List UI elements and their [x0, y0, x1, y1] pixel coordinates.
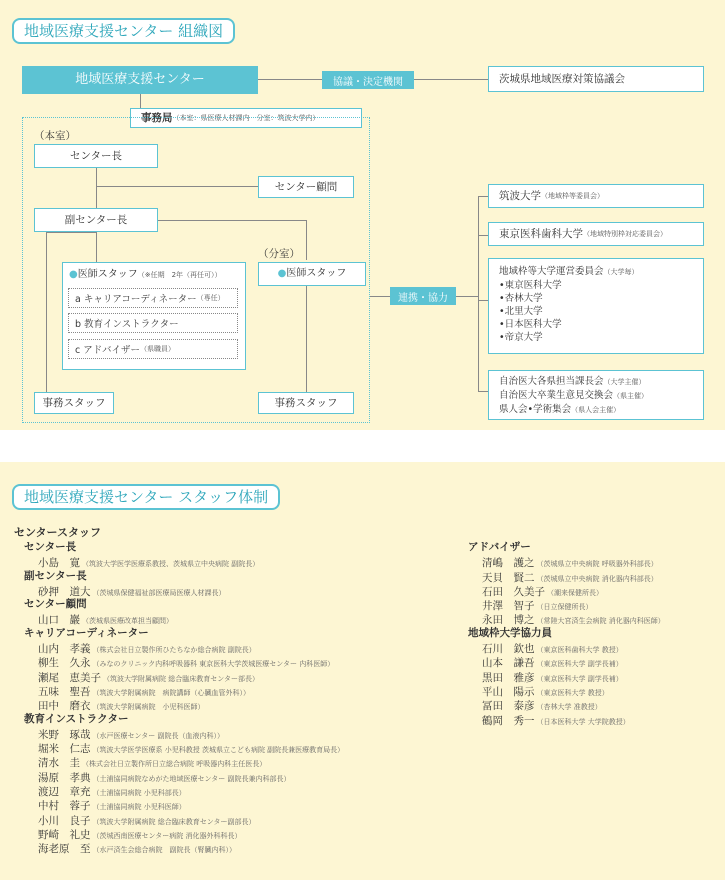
staff-person-row [458, 712, 720, 726]
staff-person-row [14, 683, 454, 697]
staff-affiliation: （水戸医療センター 副院長（血液内科）） [92, 731, 224, 740]
connector [306, 286, 307, 392]
staff-affiliation: （東京医科大学 副学長補） [536, 674, 623, 683]
staff-affiliation: （土浦協同病院 小児科部長） [92, 789, 186, 798]
staff-name: 山口 巖 [38, 614, 80, 627]
staff-right-column [458, 540, 720, 726]
bullet-dot-icon: ● [277, 268, 287, 279]
staff-person-row [14, 654, 454, 668]
staff-affiliation: （土浦協同病院なめがた地域医療センター 副院長兼内科部長） [92, 774, 291, 783]
staff-name: 平山 陽示 [482, 685, 535, 698]
staff-person-row [458, 554, 720, 568]
staff-affiliation: （日立保健所長） [536, 603, 593, 612]
staff-name: 野崎 礼史 [38, 828, 91, 841]
staff-affiliation: （茨城西南医療センター病院 消化器外科科長） [92, 831, 242, 840]
staff-affiliation: （潮来保健所長） [547, 588, 603, 597]
staff-name: 瀬尾 恵美子 [38, 671, 101, 684]
center-chief-box: センター長 [34, 144, 158, 168]
staff-name: 冨田 泰彦 [482, 700, 535, 713]
role-career-coordinator: a キャリアコーディネーター （専任） [68, 288, 238, 308]
staff-affiliation: （茨城県医療改革担当顧問） [82, 617, 173, 626]
kyogi-label: 協議・決定機関 [322, 71, 414, 89]
connector [370, 296, 390, 297]
center-box: 地域医療支援センター [22, 66, 258, 94]
connector [158, 220, 306, 221]
connector [414, 79, 488, 80]
role-education-instructor: b 教育インストラクター [68, 313, 238, 333]
connector [478, 300, 488, 301]
office-staff-right-box: 事務スタッフ [258, 392, 354, 414]
connector [96, 168, 97, 208]
connector [456, 296, 478, 297]
staff-name: 永田 博之 [482, 614, 535, 627]
staff-affiliation: （筑波大学附属病院 病院講師（心臓血管外科）） [92, 688, 250, 697]
chiikiwaku-head: 地域枠等大学運営委員会（大学毎） [499, 266, 639, 277]
vice-chief-box: 副センター長 [34, 208, 158, 232]
staff-name: 鶴岡 秀一 [482, 714, 535, 727]
staff-affiliation: （杏林大学 准教授） [536, 703, 602, 712]
staff-name: 田中 磨衣 [38, 700, 91, 713]
jimukyoku-box: 事務局 （本室：県医療人材課内 分室：筑波大学内） [130, 108, 362, 128]
staff-affiliation: （東京医科大学 教授） [536, 688, 609, 697]
staff-group-title: キャリアコーディネーター [24, 626, 149, 639]
chiikiwaku-item: •帝京大学 [499, 332, 543, 343]
staff-name: 清嶋 護之 [482, 557, 535, 570]
advisor-box: センター顧問 [258, 176, 354, 198]
connector [96, 186, 258, 187]
staff-name: 渡辺 章充 [38, 786, 91, 799]
staff-name: 井澤 智子 [482, 600, 535, 613]
staff-group-title: 教育インストラクター [24, 712, 129, 725]
ibaraki-council-box: 茨城県地域医療対策協議会 [488, 66, 704, 92]
staff-name: 米野 琢哉 [38, 728, 91, 741]
staff-heading: センタースタッフ [14, 526, 102, 539]
chiikiwaku-item: •杏林大学 [499, 293, 543, 304]
staff-name: 堀米 仁志 [38, 743, 91, 756]
connector [258, 79, 322, 80]
staff-affiliation: （日本医科大学 大学院教授） [536, 717, 630, 726]
staff-group-title: アドバイザー [468, 541, 531, 553]
staff-person-row [14, 812, 454, 826]
staff-affiliation: （土浦協同病院 小児科医師） [92, 803, 186, 812]
connector [46, 232, 96, 233]
doctor-staff-main-heading: ●医師スタッフ（※任期 2年（再任可）） [69, 269, 222, 280]
staff-person-row [14, 640, 454, 654]
staff-person-row [14, 826, 454, 840]
chiikiwaku-item: •北里大学 [499, 306, 543, 317]
staff-affiliation: （茨城県立中央病院 消化器内科部長） [536, 574, 658, 583]
staff-person-row [458, 640, 720, 654]
partner-tmdu-box: 東京医科歯科大学 （地域特別枠対応委員会） [488, 222, 704, 246]
connector [478, 196, 488, 197]
staff-affiliation: （株式会社日立製作所日立総合病院 呼吸器内科主任医長） [82, 760, 267, 769]
staff-name: 山内 孝義 [38, 643, 91, 656]
doctor-staff-branch-box: ● 医師スタッフ [258, 262, 366, 286]
staff-person-row [458, 654, 720, 668]
staff-affiliation: （茨城県立中央病院 呼吸器外科部長） [536, 560, 658, 569]
staff-name: 中村 蓉子 [38, 800, 91, 813]
staff-name: 海老原 至 [38, 843, 91, 856]
chiikiwaku-item: •日本医科大学 [499, 319, 562, 330]
staff-name: 五味 聖吾 [38, 685, 91, 698]
staff-panel [0, 462, 725, 880]
role-advisor: c アドバイザー （県職員） [68, 339, 238, 359]
staff-name: 石田 久美子 [482, 585, 545, 598]
connector [478, 391, 488, 392]
staff-affiliation: （茨城県保健福祉部医療局医療人材課長） [92, 588, 226, 597]
connector [96, 232, 97, 262]
staff-affiliation: （筑波大学医学医療系 小児科教授 茨城県立こども病院 副院長兼医療教育局長） [92, 746, 345, 755]
staff-affiliation: （筑波大学医学医療系教授、茨城県立中央病院 副院長） [82, 560, 260, 569]
staff-person-row [14, 583, 454, 597]
org-chart-title: 地域医療支援センター 組織図 [12, 18, 235, 44]
connector [46, 232, 47, 392]
staff-name: 黒田 雅彦 [482, 671, 535, 684]
staff-group-title: 副センター長 [24, 569, 87, 582]
connector [478, 196, 479, 392]
staff-person-row [14, 697, 454, 711]
staff-affiliation: （株式会社日立製作所ひたちなか総合病院 副院長） [92, 646, 256, 655]
staff-person-row [14, 669, 454, 683]
staff-name: 湯原 孝典 [38, 771, 91, 784]
jichi-box [488, 370, 704, 420]
staff-affiliation: （筑波大学附属病院 総合臨床教育センター部長） [103, 674, 259, 683]
staff-person-row [458, 669, 720, 683]
org-chart-panel [0, 0, 725, 430]
staff-name: 山本 謙吾 [482, 657, 535, 670]
staff-name: 小島 寛 [38, 557, 80, 570]
staff-affiliation: （筑波大学附属病院 総合臨床教育センター副部長） [92, 817, 256, 826]
staff-person-row [458, 597, 720, 611]
staff-person-row [14, 554, 454, 568]
honshitsu-label: （本室） [34, 130, 76, 142]
staff-person-row [458, 683, 720, 697]
jichi-item: 県人会•学術集会（県人会主催） [499, 404, 621, 415]
staff-person-row [14, 840, 454, 854]
staff-affiliation: （東京医科歯科大学 教授） [536, 646, 623, 655]
staff-affiliation: （東京医科大学 副学長補） [536, 660, 623, 669]
staff-name: 小川 良子 [38, 814, 91, 827]
staff-person-row [458, 697, 720, 711]
jichi-item: 自治医大各県担当課長会（大学主催） [499, 376, 646, 387]
staff-left-column [14, 526, 454, 855]
staff-person-row [14, 769, 454, 783]
staff-group-title: センター長 [24, 541, 77, 553]
jichi-item: 自治医大卒業生意見交換会（県主催） [499, 390, 649, 401]
bullet-dot-icon: ● [69, 269, 78, 280]
staff-name: 天貝 賢二 [482, 571, 535, 584]
staff-name: 清水 圭 [38, 757, 80, 770]
staff-group-title: センター顧問 [24, 598, 87, 611]
staff-person-row [14, 740, 454, 754]
office-staff-left-box: 事務スタッフ [34, 392, 114, 414]
partner-tsukuba-box: 筑波大学 （地域枠等委員会） [488, 184, 704, 208]
bunshitsu-label: （分室） [258, 248, 300, 260]
staff-person-row [14, 611, 454, 625]
staff-title: 地域医療支援センター スタッフ体制 [12, 484, 280, 510]
staff-affiliation: （水戸済生会総合病院 副院長（腎臓内科）） [92, 846, 236, 855]
staff-person-row [14, 754, 454, 768]
staff-person-row [14, 797, 454, 811]
staff-affiliation: （筑波大学附属病院 小児科医師） [92, 703, 205, 712]
staff-affiliation: （常陸大宮済生会病院 消化器内科医師） [536, 617, 665, 626]
staff-person-row [14, 783, 454, 797]
staff-person-row [14, 726, 454, 740]
staff-name: 柳生 久永 [38, 657, 91, 670]
staff-group-title: 地域枠大学協力員 [468, 626, 552, 639]
staff-person-row [458, 583, 720, 597]
staff-name: 石川 欽也 [482, 643, 535, 656]
staff-name: 砂押 道大 [38, 585, 91, 598]
staff-person-row [458, 611, 720, 625]
staff-affiliation: （みなのクリニック内科呼吸器科 東京医科大学茨城医療センター 内科医師） [92, 660, 335, 669]
connector [478, 235, 488, 236]
connector [306, 220, 307, 260]
chiikiwaku-committee-box [488, 258, 704, 354]
renkei-label: 連携・協力 [390, 287, 456, 305]
chiikiwaku-item: •東京医科大学 [499, 280, 562, 291]
staff-person-row [458, 569, 720, 583]
